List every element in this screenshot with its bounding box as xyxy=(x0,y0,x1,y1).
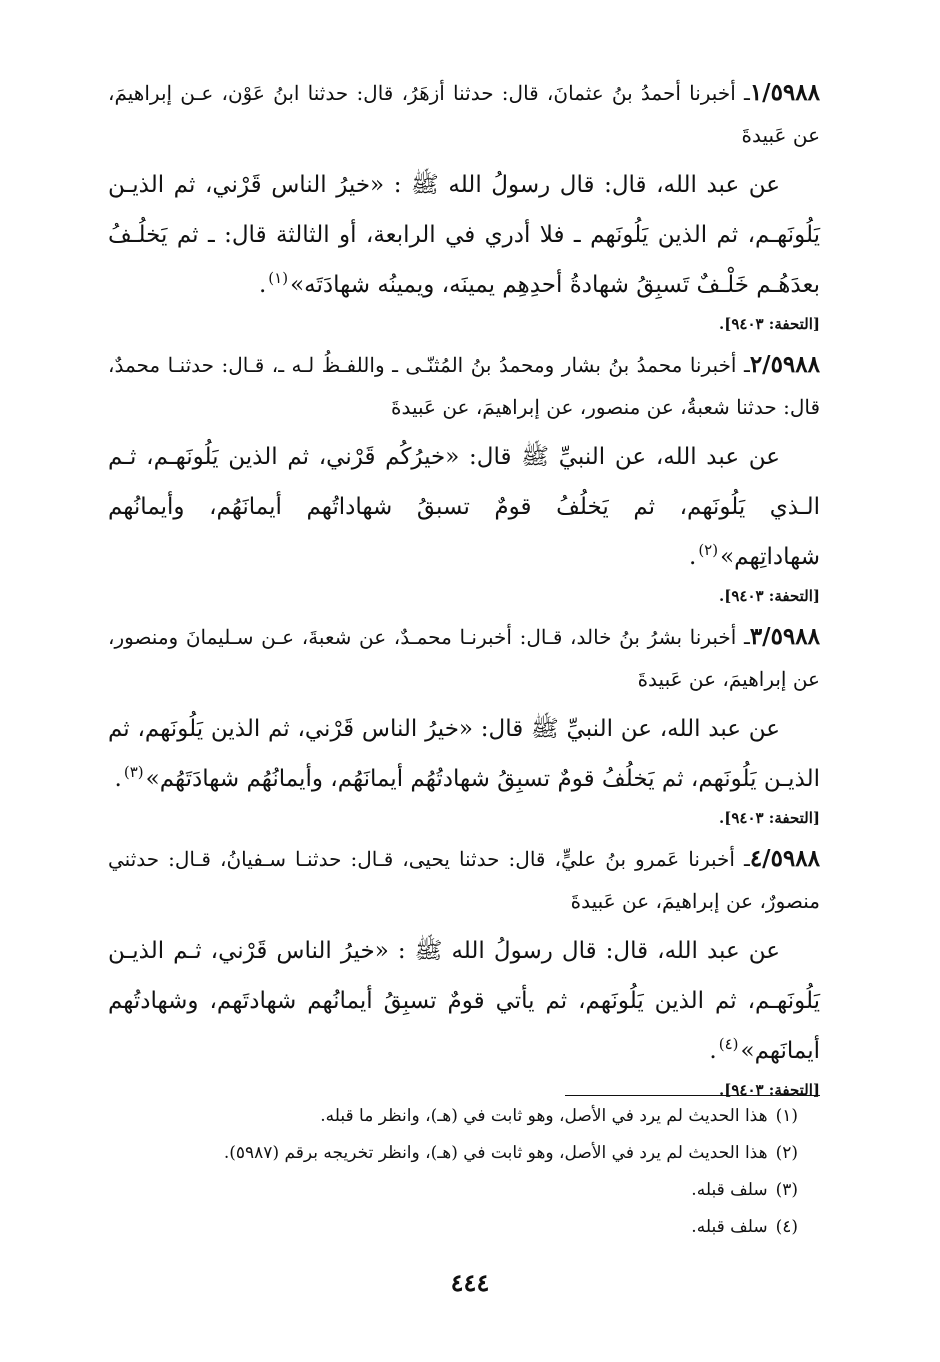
footnote-number: (٣) xyxy=(775,1180,798,1200)
footnote-number: (١) xyxy=(775,1106,798,1126)
footnote-mark[interactable]: (٣) xyxy=(123,763,144,782)
hadith-number: ٢/٥٩٨٨ xyxy=(749,351,820,378)
hadith-entry-4: ٤/٥٩٨٨ـ أخبرنا عَمرو بنُ عليٍّ، قال: حدثنا يحيى، قـال: حدثنـا سـفيانُ، قـال: حدثني منصورٌ، عن إبراهيمَ، عن عَبيدةَ عن عبد الله، قال: قال رسولُ الله ﷺ : «خيرُ الناس قَرْني، ثـم الذيـن يَلُونَهـم، ثم الذين يَلُونَهم، ثم يأتي قومٌ تسبِقُ أيمانُهم شهادتَهم، وشهادتُهم أيمانَهم»$^{(٤)}$. [التحفة: ٩٤٠٣]. xyxy=(108,838,820,1104)
footnote-item xyxy=(108,1098,798,1135)
hadith-isnad: ـ أخبرنا عَمرو بنُ عليٍّ، قال: حدثنا يحيى، قـال: حدثنـا سـفيانُ، قـال: حدثني منصورٌ، عن إبراهيمَ، عن عَبيدةَ xyxy=(108,847,820,913)
footnote-item xyxy=(108,1135,798,1172)
footnotes xyxy=(108,1098,798,1246)
hadith-entry-2: ٢/٥٩٨٨ـ أخبرنا محمدُ بنُ بشار ومحمدُ بنُ المُثنّـى ـ واللفـظُ لـه ـ، قـال: حدثنـا محمدٌ، قال: حدثنا شعبةُ، عن منصور، عن إبراهيمَ، عن عَبيدةَ عن عبد الله، عن النبيِّ ﷺ قال: «خيرُكُم قَرْني، ثم الذين يَلُونَهـم، ثـم الـذي يَلُونَهم، ثم يَخلُفُ قومٌ تسبقُ شهاداتُهم أيمانَهُم، وأيمانُهم شهاداتِهم»$^{(٢)}$. [التحفة: ٩٤٠٣]. xyxy=(108,344,820,610)
hadith-number: ٤/٥٩٨٨ xyxy=(749,845,820,872)
hadith-entry-3: ٣/٥٩٨٨ـ أخبرنا بشرُ بنُ خالد، قـال: أخبرنـا محمـدٌ، عن شعبةَ، عـن سـليمانَ ومنصور، عن إبراهيمَ، عن عَبيدةَ عن عبد الله، عن النبيِّ ﷺ قال: «خيرُ الناس قَرْني، ثم الذين يَلُونَهم، ثم الذيـن يَلُونَهم، ثم يَخلُفُ قومٌ تسبِقُ شهادتُهُم أيمانَهُم، وأيمانُهُم شهادَتَهُم»$^{(٣)}$. [التحفة: ٩٤٠٣]. xyxy=(108,616,820,832)
footnote-item xyxy=(108,1209,798,1246)
footnote-separator xyxy=(565,1095,820,1096)
hadith-matn: عن عبد الله، قال: قال رسولُ الله ﷺ : «خيرُ الناس قَرْني، ثـم الذيـن يَلُونَهـم، ثم الذين يَلُونَهم، ثم يأتي قومٌ تسبِقُ أيمانُهم شهادتَهم، وشهادتُهم أيمانَهم» xyxy=(108,938,820,1064)
footnote-mark[interactable]: (١) xyxy=(268,269,289,288)
hadith-isnad: ـ أخبرنا محمدُ بنُ بشار ومحمدُ بنُ المُثنّـى ـ واللفـظُ لـه ـ، قـال: حدثنـا محمدٌ، قال: حدثنا شعبةُ، عن منصور، عن إبراهيمَ، عن عَبيدةَ xyxy=(108,353,820,419)
tuhfa-reference: [التحفة: ٩٤٠٣]. xyxy=(719,1081,820,1099)
tuhfa-reference: [التحفة: ٩٤٠٣]. xyxy=(719,315,820,333)
page-number: ٤٤٤ xyxy=(450,1268,490,1297)
footnote-text: هذا الحديث لم يرد في الأصل، وهو ثابت في (هـ)، وانظر ما قبله. xyxy=(320,1106,768,1126)
footnote-mark[interactable]: (٢) xyxy=(698,541,719,560)
footnote-text: سلف قبله. xyxy=(691,1180,768,1200)
footnote-mark[interactable]: (٤) xyxy=(718,1035,739,1054)
footnote-number: (٢) xyxy=(775,1143,798,1163)
hadith-matn: عن عبد الله، عن النبيِّ ﷺ قال: «خيرُكُم قَرْني، ثم الذين يَلُونَهـم، ثـم الـذي يَلُونَهم، ثم يَخلُفُ قومٌ تسبقُ شهاداتُهم أيمانَهُم، وأيمانُهم شهاداتِهم» xyxy=(108,444,820,570)
hadith-entry-1: ١/٥٩٨٨ـ أخبرنا أحمدُ بنُ عثمانَ، قال: حدثنا أزهَرُ، قال: حدثنا ابنُ عَوْن، عـن إبراهيمَ، عن عَبيدةَ عن عبد الله، قال: قال رسولُ الله ﷺ : «خيرُ الناس قَرْني، ثم الذيـن يَلُونَهـم، ثم الذين يَلُونَهم ـ فلا أدري في الرابعة، أو الثالثة قال: ـ ثم يَخلُـفُ بعدَهُـم خَلْـفٌ تَسبِقُ شهادةُ أحدِهِم يمينَه، ويمينُه شهادَتَه»$^{(١)}$. [التحفة: ٩٤٠٣]. xyxy=(108,72,820,338)
footnote-text: سلف قبله. xyxy=(691,1217,768,1237)
hadith-isnad: ـ أخبرنا أحمدُ بنُ عثمانَ، قال: حدثنا أزهَرُ، قال: حدثنا ابنُ عَوْن، عـن إبراهيمَ، عن عَبيدةَ xyxy=(108,81,820,147)
hadith-matn: عن عبد الله، قال: قال رسولُ الله ﷺ : «خيرُ الناس قَرْني، ثم الذيـن يَلُونَهـم، ثم الذين يَلُونَهم ـ فلا أدري في الرابعة، أو الثالثة قال: ـ ثم يَخلُـفُ بعدَهُـم خَلْـفٌ تَسبِقُ شهادةُ أحدِهِم يمينَه، ويمينُه شهادَتَه» xyxy=(108,172,820,298)
tuhfa-reference: [التحفة: ٩٤٠٣]. xyxy=(719,587,820,605)
tuhfa-reference: [التحفة: ٩٤٠٣]. xyxy=(719,809,820,827)
footnote-text: هذا الحديث لم يرد في الأصل، وهو ثابت في (هـ)، وانظر تخريجه برقم (٥٩٨٧). xyxy=(223,1143,768,1163)
hadith-number: ١/٥٩٨٨ xyxy=(749,79,820,106)
hadith-matn: عن عبد الله، عن النبيِّ ﷺ قال: «خيرُ الناس قَرْني، ثم الذين يَلُونَهم، ثم الذيـن يَلُونَهم، ثم يَخلُفُ قومٌ تسبِقُ شهادتُهُم أيمانَهُم، وأيمانُهُم شهادَتَهُم» xyxy=(108,716,820,792)
footnote-number: (٤) xyxy=(775,1217,798,1237)
page-body xyxy=(108,72,820,1110)
hadith-isnad: ـ أخبرنا بشرُ بنُ خالد، قـال: أخبرنـا محمـدٌ، عن شعبةَ، عـن سـليمانَ ومنصور، عن إبراهيمَ، عن عَبيدةَ xyxy=(108,625,820,691)
hadith-number: ٣/٥٩٨٨ xyxy=(749,623,820,650)
footnote-item xyxy=(108,1172,798,1209)
